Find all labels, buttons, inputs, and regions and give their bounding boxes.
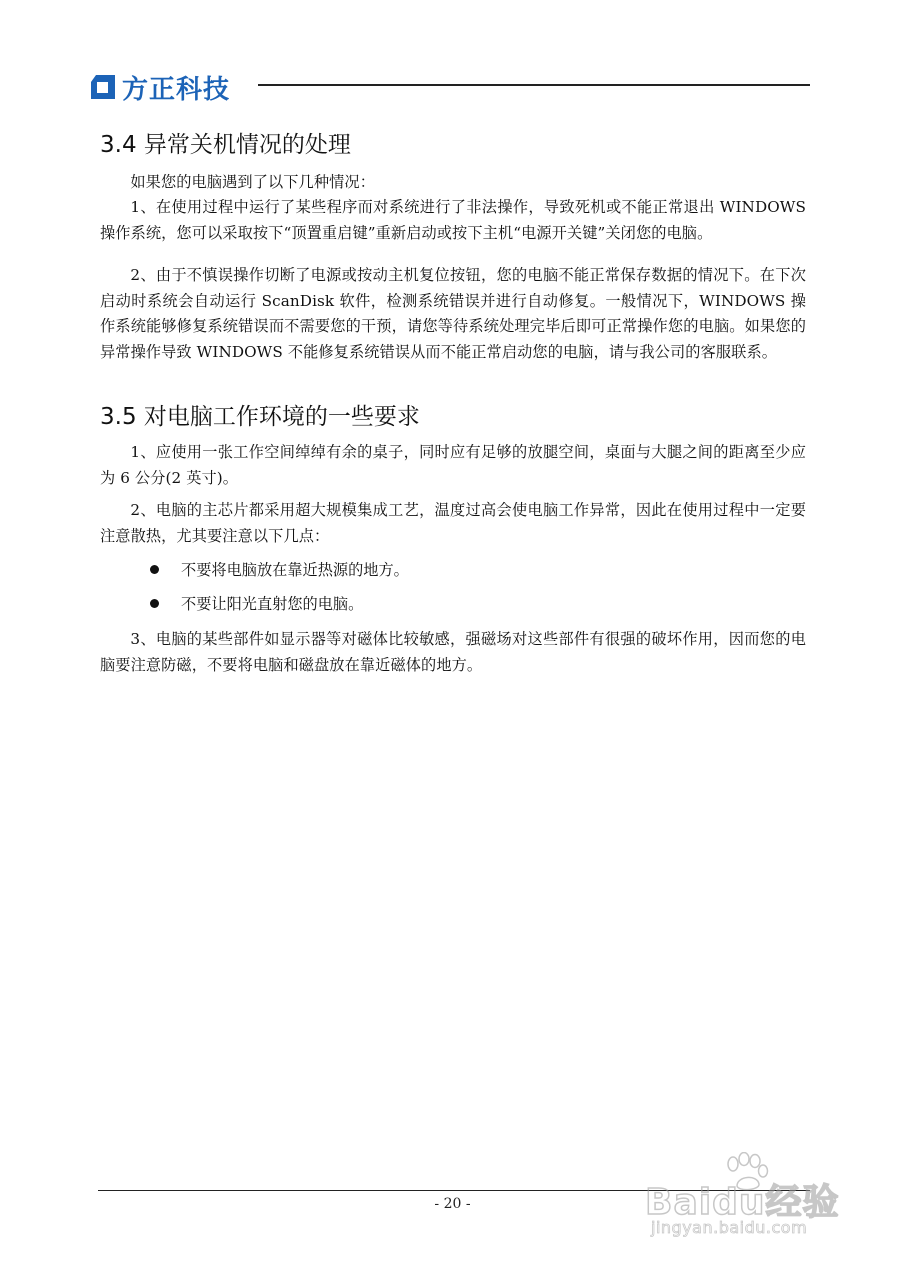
paragraph: 2、由于不慎误操作切断了电源或按动主机复位按钮，您的电脑不能正常保存数据的情况下。在下次启动时系统会自动运行 ScanDisk 软件，检测系统错误并进行自动修复。一般情况下，WINDOWS 操作系统能够修复系统错误而不需要您的干预，请您等待系统处理完毕后即可正常操作您的电脑。如果您的异常操作导致 WINDOWS 不能修复系统错误从而不能正常启动您的电脑，请与我公司的客服联系。: [100, 266, 806, 361]
brand-name: 方正科技: [122, 74, 231, 105]
list-item-text: 不要将电脑放在靠近热源的地方。: [181, 561, 409, 579]
watermark-url: jingyan.baidu.com: [651, 1218, 808, 1237]
section-title-3-5: 3.5 对电脑工作环境的一些要求: [100, 404, 420, 430]
baidu-watermark: [645, 1150, 865, 1245]
paragraph: 如果您的电脑遇到了以下几种情况：: [130, 173, 375, 191]
paragraph: 1、应使用一张工作空间绰绰有余的桌子，同时应有足够的放腿空间，桌面与大腿之间的距离至少应为 6 公分(2 英寸)。: [100, 443, 806, 487]
paragraph: 3、电脑的某些部件如显示器等对磁体比较敏感，强磁场对这些部件有很强的破坏作用，因而您的电脑要注意防磁，不要将电脑和磁盘放在靠近磁体的地方。: [100, 630, 806, 674]
founder-logo-icon: [88, 72, 118, 102]
brand-logo: [88, 67, 230, 107]
list-item: [150, 559, 409, 580]
list-item-text: 不要让阳光直射您的电脑。: [181, 595, 364, 613]
page-number: - 20 -: [434, 1196, 471, 1212]
header-divider: [258, 84, 810, 86]
bullet-icon: [150, 599, 159, 608]
list-item: [150, 593, 363, 614]
paragraph: 1、在使用过程中运行了某些程序而对系统进行了非法操作，导致死机或不能正常退出 WINDOWS 操作系统，您可以采取按下“顶置重启键”重新启动或按下主机“电源开关键”关闭您的电脑。: [100, 198, 806, 242]
watermark-brand: Baidu经验: [645, 1182, 840, 1223]
section-title-3-4: 3.4 异常关机情况的处理: [100, 132, 351, 158]
paragraph: 2、电脑的主芯片都采用超大规模集成工艺，温度过高会使电脑工作异常，因此在使用过程中一定要注意散热，尤其要注意以下几点：: [100, 501, 806, 545]
bullet-icon: [150, 565, 159, 574]
